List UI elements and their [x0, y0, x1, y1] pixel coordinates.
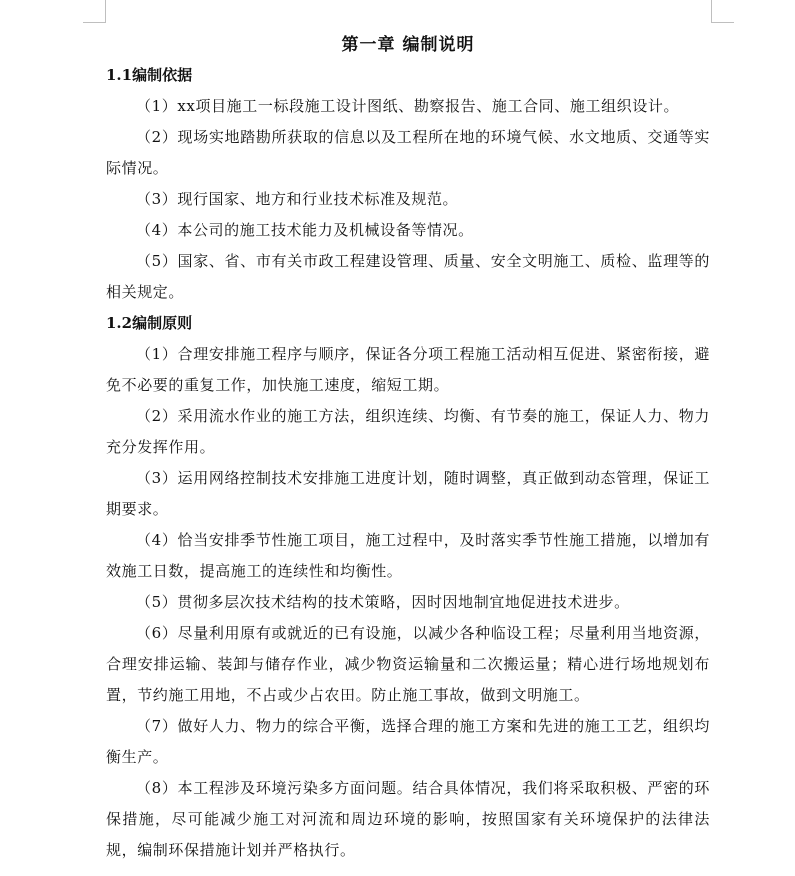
paragraph: （2）采用流水作业的施工方法，组织连续、均衡、有节奏的施工，保证人力、物力充分发挥作用。: [106, 407, 710, 456]
paragraph: （8）本工程涉及环境污染多方面问题。结合具体情况，我们将采取积极、严密的环保措施，尽可能减少施工对河流和周边环境的影响，按照国家有关环境保护的法律法规，编制环保措施计划并严格执行。: [106, 779, 710, 859]
document-body: [106, 30, 710, 866]
section-heading-basis: 1.1编制依据: [106, 66, 193, 84]
paragraph: （4）本公司的施工技术能力及机械设备等情况。: [136, 221, 474, 239]
paragraph: （5）国家、省、市有关市政工程建设管理、质量、安全文明施工、质检、监理等的相关规定。: [106, 252, 710, 301]
paragraph: （7）做好人力、物力的综合平衡，选择合理的施工方案和先进的施工工艺，组织均衡生产。: [106, 717, 710, 766]
margin-corner-mark-top-left: [83, 0, 106, 23]
chapter-title: 第一章 编制说明: [341, 35, 475, 55]
paragraph: （3）现行国家、地方和行业技术标准及规范。: [136, 190, 459, 208]
margin-corner-mark-top-right: [711, 0, 734, 23]
paragraph: （1）xx项目施工一标段施工设计图纸、勘察报告、施工合同、施工组织设计。: [136, 97, 680, 115]
section-heading-principles: 1.2编制原则: [106, 314, 193, 332]
paragraph: （3）运用网络控制技术安排施工进度计划，随时调整，真正做到动态管理，保证工期要求。: [106, 469, 710, 518]
paragraph: （4）恰当安排季节性施工项目，施工过程中，及时落实季节性施工措施，以增加有效施工日数，提高施工的连续性和均衡性。: [106, 531, 710, 580]
paragraph: （1）合理安排施工程序与顺序，保证各分项工程施工活动相互促进、紧密衔接，避免不必要的重复工作，加快施工速度，缩短工期。: [106, 345, 710, 394]
paragraph: （5）贯彻多层次技术结构的技术策略，因时因地制宜地促进技术进步。: [136, 593, 630, 611]
paragraph: （2）现场实地踏勘所获取的信息以及工程所在地的环境气候、水文地质、交通等实际情况。: [106, 128, 710, 177]
paragraph: （6）尽量利用原有或就近的已有设施，以减少各种临设工程；尽量利用当地资源，合理安排运输、装卸与储存作业，减少物资运输量和二次搬运量；精心进行场地规划布置，节约施工用地，不占或少占农田。防止施工事故，做到文明施工。: [106, 624, 710, 704]
